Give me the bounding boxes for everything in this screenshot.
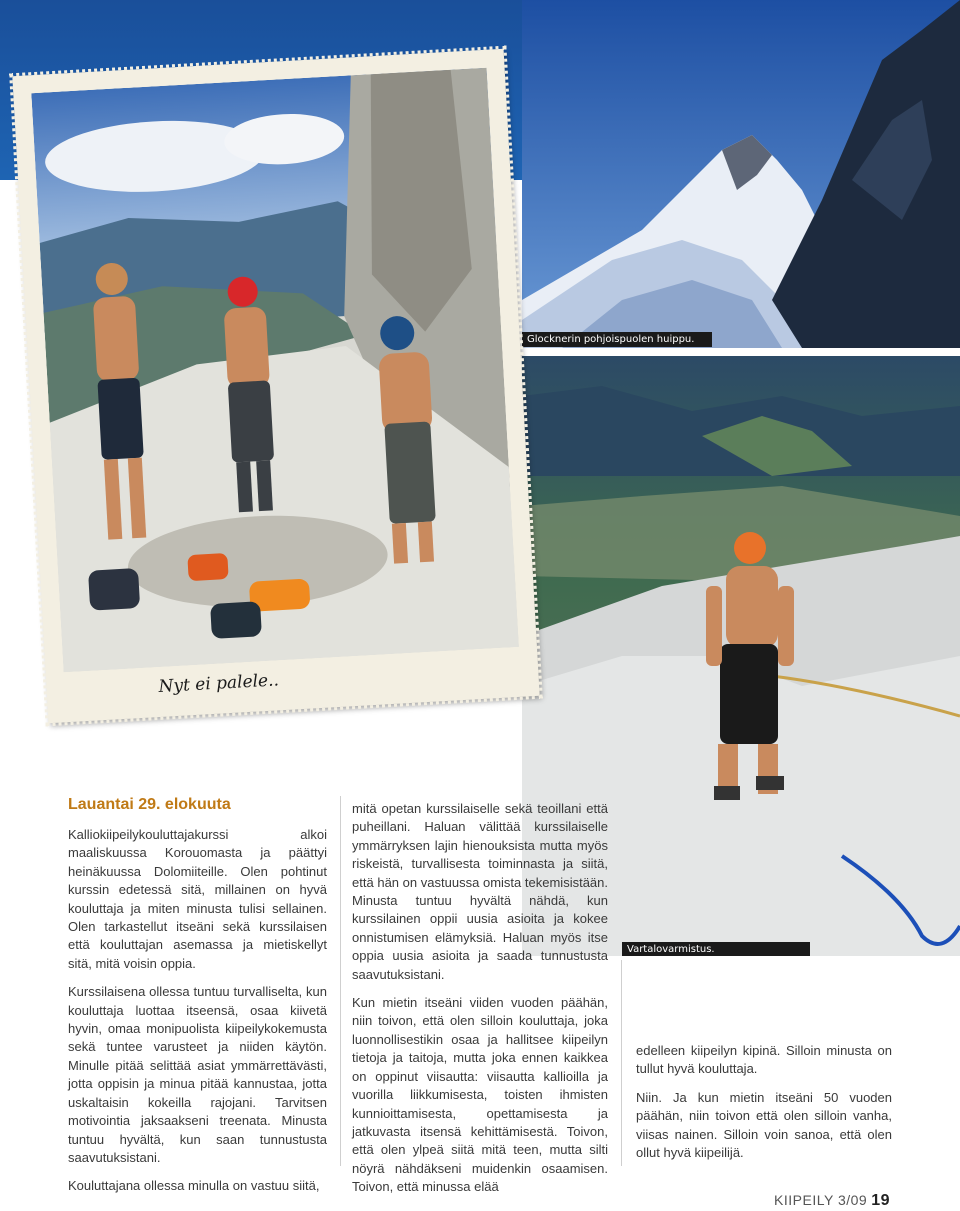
text-column-2 [352,800,608,1207]
column-divider [340,796,341,1166]
mountain-peak-image [522,0,960,348]
article-heading: Lauantai 29. elokuuta [68,796,231,813]
polaroid-caption: Nyt ei palele.. [158,670,280,698]
paragraph: edelleen kiipeilyn kipinä. Silloin minusta on tullut hyvä kouluttaja. [636,1043,892,1077]
text-column-1 [68,826,327,1206]
climbers-gear-image [31,68,519,673]
caption-belay: Vartalovarmistus. [622,942,810,956]
photo-climbers-gear [31,68,519,673]
page-number: 19 [871,1192,890,1209]
page-footer [774,1192,890,1210]
text-column-3 [636,1042,892,1172]
paragraph: Kurssilaisena ollessa tuntuu turvalliselta, kun kouluttaja luottaa itseensä, osaa kiivetä hyvin, omaa monipuolista kiipeilykokemusta sekä tuntee varusteet ja niiden käytön. Minulle pitää selittää asiat ymmärrettävästi, jotta oppisin ja minua pitää kannustaa, jotta uskaltaisin kokeilla rajojani. Tarvitsen motivointia jaksaakseni treenata. Minusta tuntuu hyvältä, kun saan tunnustusta saavutuksistani. [68,984,327,1165]
polaroid-photo-frame [12,49,539,723]
paragraph: mitä opetan kurssilaiselle sekä teoillani että puheillani. Haluan välittää kurssilaiselle ymmärryksen lajin hienouksista mutta myös riskeistä, turvallisesta toiminnasta ja siitä, että hän on vastuussa omista tekemisistään. Minusta tuntuu hyvältä nähdä, kun kurssilainen oppii uusia asioita ja kokee onnistumisen elämyksiä. Haluan myös itse oppia uusia asioita ja saada tunnustusta saavutuksistani. [352,801,608,982]
caption-peak: Glocknerin pohjoispuolen huippu. [522,332,712,347]
paragraph: Niin. Ja kun mietin itseäni 50 vuoden päähän, niin toivon että olen silloin vanha, viisas nainen. Silloin voin sanoa, että olen ollut hyvä kiipeilijä. [636,1089,892,1161]
paragraph: Kun mietin itseäni viiden vuoden päähän, niin toivon, että olen silloin kouluttaja, joka luonnollisestikin osaa ja hallitsee kiipeilyn tietoja ja taitoja, mutta joka ennen kaikkea on oppinut viisautta: viisautta kallioilla ja vuorilla liikkumisesta, toisten ihmisten kunnioittamisesta, opettamisesta ja jatkuvasta itsensä kehittämisestä. Toivon, että olen ylpeä siitä mitä teen, mutta silti nöyrä nähdäkseni muidenkin osaamisen. Toivon, että minussa elää [352,995,608,1195]
paragraph: Kalliokiipeilykouluttajakurssi alkoi maaliskuussa Korouomasta ja päättyi heinäkuussa Dolomiiteille. Olen pohtinut kurssin edetessä sitä, millainen on hyvä kouluttaja ja miten minusta tulisi sellainen. Olen tarkastellut itseäni sekä kurssilaisen että kouluttajan asemassa ja mietiskellyt sitä, mitä voisin oppia. [68,827,327,971]
column-divider [621,960,622,1166]
photo-mountain-peak [522,0,960,348]
magazine-issue: KIIPEILY 3/09 [774,1192,868,1208]
paragraph: Kouluttajana ollessa minulla on vastuu siitä, [68,1178,320,1194]
